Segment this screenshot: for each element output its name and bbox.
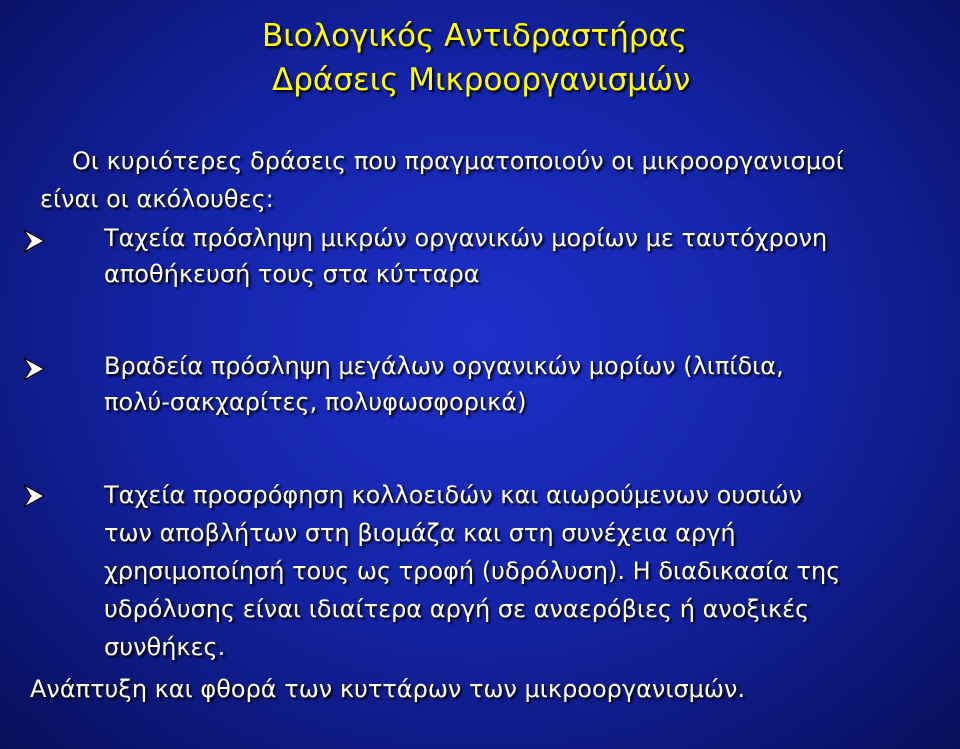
bullet-3-line-5: συνθήκες. [104, 633, 226, 661]
bullet-1-line-1: Ταχεία πρόσληψη μικρών οργανικών μορίων με ταυτόχρονη [104, 224, 828, 252]
bullet-3-line-1: Ταχεία προσρόφηση κολλοειδών και αιωρούμενων ουσιών [104, 481, 803, 509]
title-line-2: Δράσεις Μικροοργανισμών [272, 62, 691, 98]
arrowhead-bullet-icon [22, 229, 46, 253]
bullet-3-line-3: χρησιμοποίησή τους ως τροφή (υδρόλυση). Η διαδικασία της [104, 557, 841, 585]
intro-line-1: Οι κυριότερες δράσεις που πραγματοποιούν οι μικροοργανισμοί [72, 147, 844, 175]
title-line-1: Βιολογικός Αντιδραστήρας [262, 18, 688, 54]
bullet-2-line-2: πολύ-σακχαρίτες, πολυφωσφορικά) [104, 388, 527, 416]
closing-line: Ανάπτυξη και φθορά των κυττάρων των μικροοργανισμών. [30, 675, 746, 703]
bullet-3-line-4: υδρόλυσης είναι ιδιαίτερα αργή σε αναερόβιες ή ανοξικές [104, 595, 810, 623]
bullet-2-line-1: Βραδεία πρόσληψη μεγάλων οργανικών μορίων (λιπίδια, [104, 352, 784, 380]
arrowhead-bullet-icon [22, 484, 46, 508]
bullet-text-3 [104, 476, 840, 666]
intro-paragraph [40, 142, 844, 218]
bullet-3-line-2: των αποβλήτων στη βιομάζα και στη συνέχεια αργή [104, 519, 736, 547]
bullet-1-line-2: αποθήκευσή τους στα κύτταρα [104, 260, 480, 288]
bullet-text-2 [104, 348, 784, 420]
arrowhead-bullet-icon [22, 357, 46, 381]
bullet-text-1 [104, 220, 827, 292]
intro-line-2: είναι οι ακόλουθες: [40, 185, 274, 213]
slide-title [262, 14, 690, 102]
